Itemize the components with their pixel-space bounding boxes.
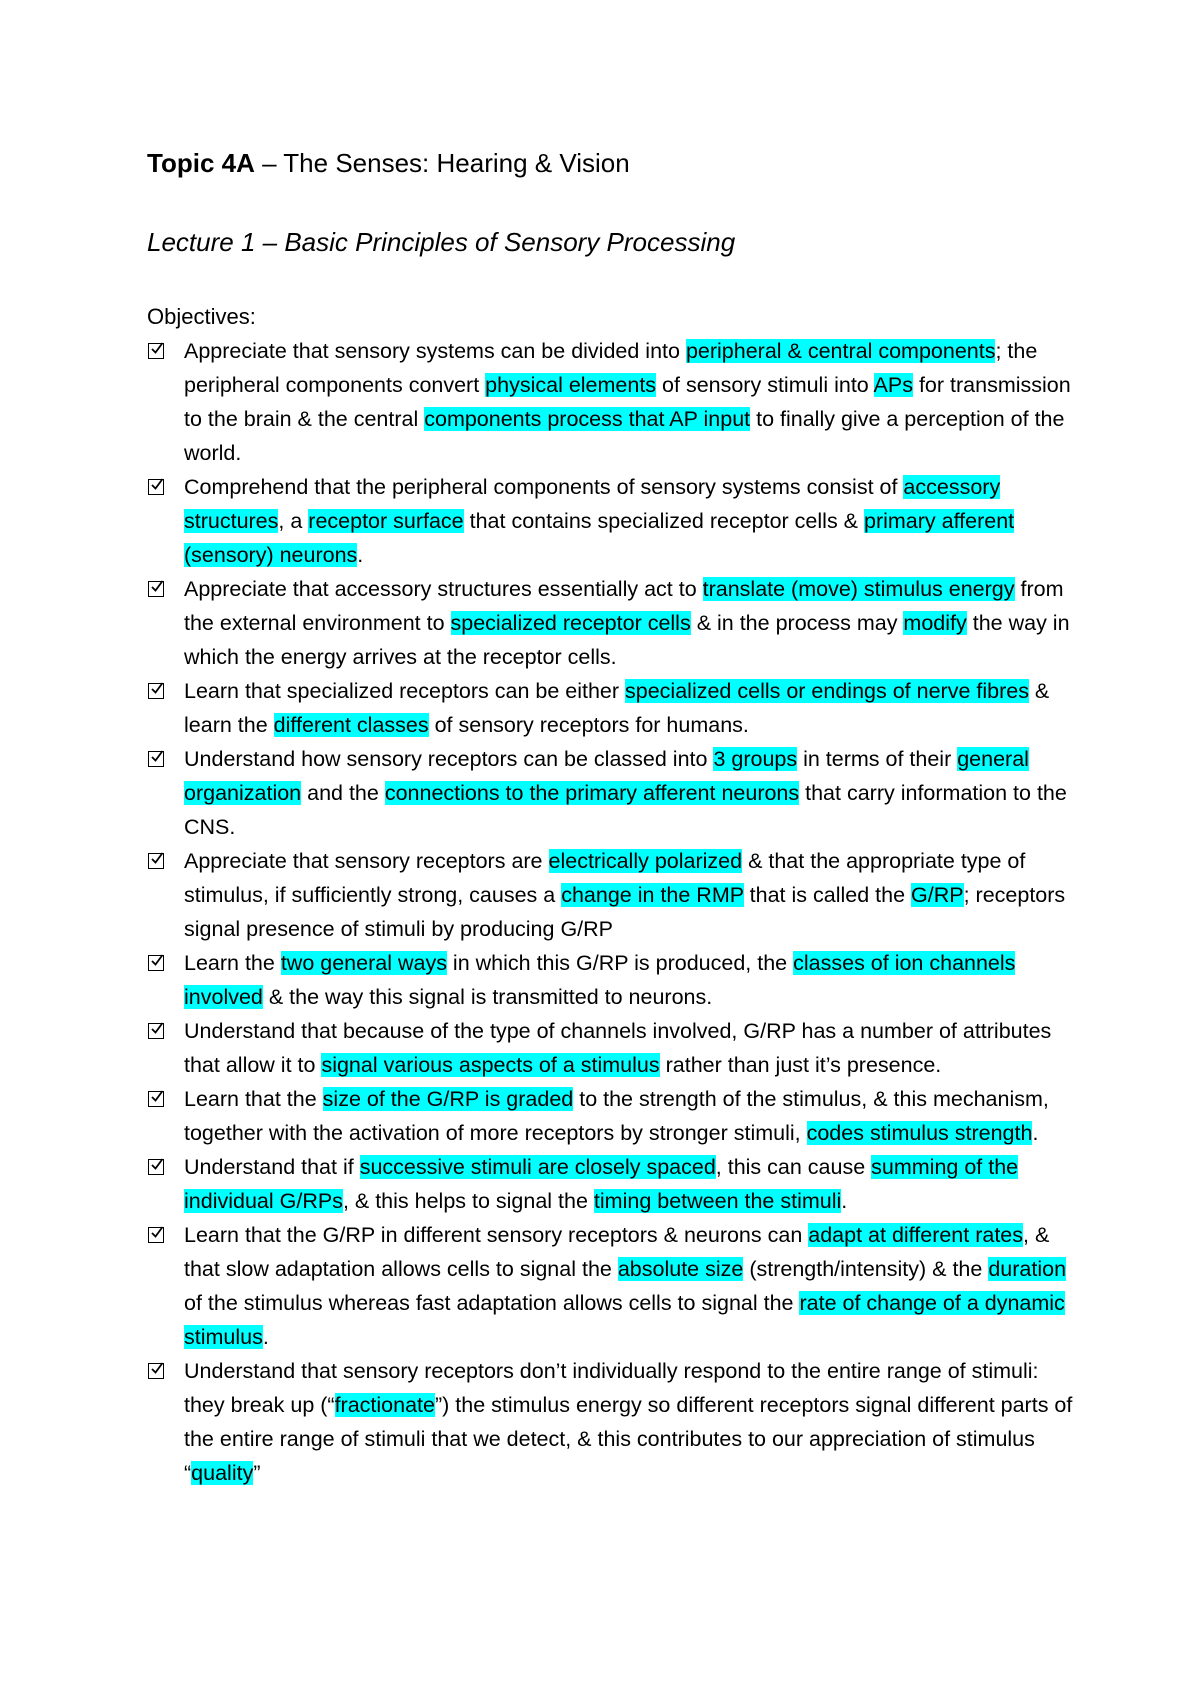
objective-text-segment: Understand how sensory receptors can be classed into <box>184 747 714 771</box>
checked-box-icon <box>148 1159 164 1175</box>
highlighted-term: general organization <box>184 747 1029 805</box>
checked-box-icon <box>148 1023 164 1039</box>
objective-text <box>184 1155 1018 1213</box>
highlighted-term: G/RP <box>911 883 964 907</box>
objective-text <box>184 1019 1051 1077</box>
highlighted-term: physical elements <box>485 373 657 397</box>
checked-box-icon <box>148 683 164 699</box>
objective-item <box>147 470 1077 572</box>
highlighted-term: components process that AP input <box>424 407 751 431</box>
checked-box-icon <box>148 1363 164 1379</box>
highlighted-term: absolute size <box>617 1257 744 1281</box>
objective-text-segment: and the <box>301 781 385 805</box>
objective-text-segment: Appreciate that accessory structures essentially act to <box>184 577 703 601</box>
objective-text <box>184 339 1071 465</box>
objective-item <box>147 674 1077 742</box>
checked-box-icon <box>148 1091 164 1107</box>
objective-text-segment: from the external environment to <box>184 577 1064 635</box>
highlighted-term: primary afferent (sensory) neurons <box>184 509 1015 567</box>
page-title <box>147 146 630 180</box>
objective-text-segment: in which this G/RP is produced, the <box>446 951 794 975</box>
objective-text <box>184 1223 1066 1349</box>
objective-text <box>184 849 1065 941</box>
objective-item <box>147 1082 1077 1150</box>
objectives-heading: Objectives: <box>147 304 256 329</box>
highlighted-term: fractionate <box>334 1393 435 1417</box>
objective-item <box>147 572 1077 674</box>
objective-text <box>184 475 1014 567</box>
highlighted-term: two general ways <box>280 951 447 975</box>
highlighted-term: specialized cells or endings of nerve fibres <box>625 679 1029 703</box>
objective-text-segment: & in the process may <box>690 611 904 635</box>
objective-text-segment: of the stimulus whereas fast adaptation allows cells to signal the <box>184 1291 800 1315</box>
objective-item <box>147 1218 1077 1354</box>
objective-text-segment: & the way this signal is transmitted to neurons. <box>262 985 713 1009</box>
objective-text-segment: the way in which the energy arrives at the receptor cells. <box>184 611 1070 669</box>
objective-text-segment: rather than just it’s presence. <box>659 1053 942 1077</box>
checked-box-icon <box>148 479 164 495</box>
objective-text-segment: Understand that because of the type of channels involved, G/RP has a number of attributes that allow it to <box>184 1019 1052 1077</box>
highlighted-term: rate of change of a dynamic stimulus <box>184 1291 1065 1349</box>
objective-text-segment: Learn that the G/RP in different sensory receptors & neurons can <box>184 1223 809 1247</box>
highlighted-term: electrically polarized <box>548 849 743 873</box>
objective-text-segment: ; the peripheral components convert <box>184 339 1038 397</box>
lecture-title: Lecture 1 – Basic Principles of Sensory Processing <box>147 227 736 257</box>
objective-item <box>147 742 1077 844</box>
objective-text-segment: of sensory receptors for humans. <box>428 713 749 737</box>
objective-item <box>147 1014 1077 1082</box>
objective-text-segment: . <box>1032 1121 1039 1145</box>
objective-text <box>184 577 1070 669</box>
highlighted-term: signal various aspects of a stimulus <box>321 1053 660 1077</box>
highlighted-term: change in the RMP <box>561 883 744 907</box>
objective-text-segment: Learn that specialized receptors can be either <box>184 679 626 703</box>
highlighted-term: different classes <box>273 713 429 737</box>
objective-text-segment: . <box>357 543 364 567</box>
highlighted-term: successive stimuli are closely spaced <box>359 1155 716 1179</box>
objective-text-segment: & learn the <box>184 679 1050 737</box>
checked-box-icon <box>148 955 164 971</box>
objective-text-segment: Appreciate that sensory receptors are <box>184 849 549 873</box>
objective-text-segment: Understand that if <box>184 1155 360 1179</box>
objective-text-segment: to the strength of the stimulus, & this mechanism, together with the activation of more receptors by stronger stimuli, <box>184 1087 1049 1145</box>
highlighted-term: summing of the individual G/RPs <box>184 1155 1019 1213</box>
objective-item <box>147 334 1077 470</box>
objective-item <box>147 1150 1077 1218</box>
highlighted-term: specialized receptor cells <box>450 611 691 635</box>
objective-text-segment: . <box>262 1325 269 1349</box>
objective-item <box>147 1354 1077 1490</box>
highlighted-term: codes stimulus strength <box>806 1121 1033 1145</box>
highlighted-term: duration <box>988 1257 1067 1281</box>
highlighted-term: classes of ion channels involved <box>184 951 1016 1009</box>
objective-text-segment: of sensory stimuli into <box>656 373 874 397</box>
checked-box-icon <box>148 853 164 869</box>
title-topic: Topic 4A <box>147 148 255 178</box>
objective-text-segment: , a <box>278 509 309 533</box>
objective-text-segment: Appreciate that sensory systems can be divided into <box>184 339 686 363</box>
objective-text <box>184 951 1015 1009</box>
objective-text-segment: (strength/intensity) & the <box>743 1257 989 1281</box>
objective-text-segment: , & this helps to signal the <box>342 1189 594 1213</box>
highlighted-term: modify <box>903 611 967 635</box>
objectives-list <box>147 334 1077 1490</box>
highlighted-term: 3 groups <box>713 747 798 771</box>
checked-box-icon <box>148 1227 164 1243</box>
highlighted-term: quality <box>191 1461 254 1485</box>
objective-text-segment: Learn that the <box>184 1087 323 1111</box>
objective-text <box>184 679 1049 737</box>
highlighted-term: translate (move) stimulus energy <box>702 577 1015 601</box>
objective-text-segment: that is called the <box>743 883 912 907</box>
objective-text-segment: & that the appropriate type of stimulus, if sufficiently strong, causes a <box>184 849 1026 907</box>
highlighted-term: size of the G/RP is graded <box>322 1087 574 1111</box>
title-subject: – The Senses: Hearing & Vision <box>254 148 630 178</box>
objective-text-segment: that contains specialized receptor cells & <box>463 509 864 533</box>
highlighted-term: receptor surface <box>308 509 464 533</box>
objective-text-segment: Comprehend that the peripheral components of sensory systems consist of <box>184 475 904 499</box>
checked-box-icon <box>148 343 164 359</box>
objective-text-segment: ; receptors signal presence of stimuli by producing G/RP <box>184 883 1066 941</box>
objective-text-segment: Understand that sensory receptors don’t individually respond to the entire range of stimuli: they break up (“ <box>184 1359 1039 1417</box>
highlighted-term: timing between the stimuli <box>593 1189 842 1213</box>
checked-box-icon <box>148 581 164 597</box>
objective-text-segment: ” <box>253 1461 261 1485</box>
objective-text-segment: in terms of their <box>797 747 958 771</box>
objective-text-segment: ”) the stimulus energy so different receptors signal different parts of the entire range of stimuli that we detect, & this contributes to our appreciation of stimulus “ <box>184 1393 1073 1485</box>
highlighted-term: peripheral & central components <box>685 339 996 363</box>
objective-text <box>184 1359 1072 1485</box>
objective-text-segment: for transmission to the brain & the central <box>184 373 1071 431</box>
objective-text-segment: that carry information to the CNS. <box>184 781 1067 839</box>
highlighted-term: APs <box>873 373 913 397</box>
objective-text <box>184 747 1067 839</box>
objective-text-segment: , this can cause <box>715 1155 872 1179</box>
objective-item <box>147 946 1077 1014</box>
highlighted-term: accessory structures <box>184 475 1001 533</box>
objective-text-segment: to finally give a perception of the world. <box>184 407 1065 465</box>
objective-text-segment: . <box>841 1189 848 1213</box>
highlighted-term: adapt at different rates <box>808 1223 1024 1247</box>
objective-text <box>184 1087 1049 1145</box>
highlighted-term: connections to the primary afferent neurons <box>384 781 800 805</box>
checked-box-icon <box>148 751 164 767</box>
objective-text-segment: , & that slow adaptation allows cells to signal the <box>184 1223 1050 1281</box>
objective-text-segment: Learn the <box>184 951 281 975</box>
objective-item <box>147 844 1077 946</box>
